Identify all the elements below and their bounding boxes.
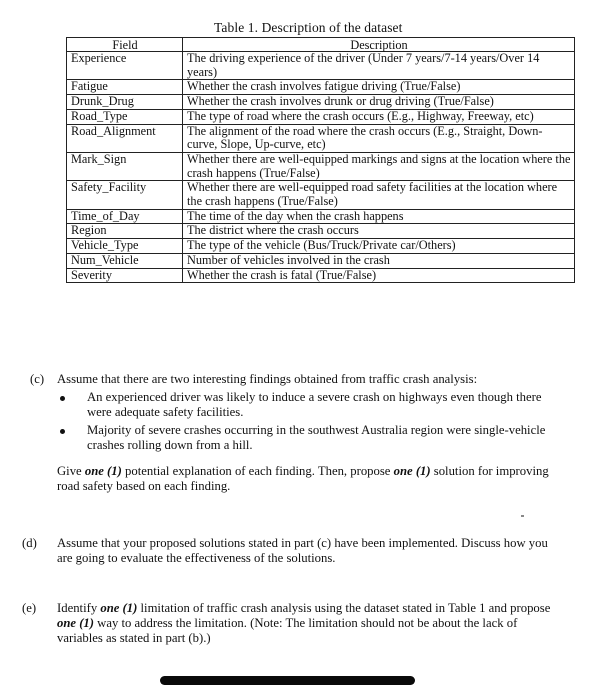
header-description: Description [183, 38, 575, 52]
dataset-table [66, 37, 575, 283]
question-e-label: (e) [22, 601, 37, 615]
description-cell: The type of the vehicle (Bus/Truck/Private car/Others) [183, 239, 575, 254]
question-c-intro: Assume that there are two interesting findings obtained from traffic crash analysis: [57, 372, 478, 386]
question-d-text: Assume that your proposed solutions stated in part (c) have been implemented. Discuss how you are going to evaluate the effectiveness of the solutions. [57, 536, 548, 565]
description-cell: Whether the crash involves fatigue driving (True/False) [183, 80, 575, 95]
table-row [67, 52, 575, 80]
field-cell: Fatigue [67, 80, 183, 95]
question-c-task: Give one (1) potential explanation of each finding. Then, propose one (1) solution for improving road safety based on each finding. [57, 464, 549, 493]
table-row [67, 181, 575, 209]
table-row [67, 239, 575, 254]
table-row [67, 124, 575, 152]
description-cell: Whether there are well-equipped markings and signs at the location where the crash happens (True/False) [183, 152, 575, 180]
description-cell: Whether the crash is fatal (True/False) [183, 268, 575, 283]
description-cell: The district where the crash occurs [183, 224, 575, 239]
description-cell: The driving experience of the driver (Under 7 years/7-14 years/Over 14 years) [183, 52, 575, 80]
field-cell: Region [67, 224, 183, 239]
field-cell: Vehicle_Type [67, 239, 183, 254]
field-cell: Safety_Facility [67, 181, 183, 209]
bullet-item [57, 423, 557, 453]
bullet-text: An experienced driver was likely to induce a severe crash on highways even though there were adequate safety facilities. [87, 390, 542, 419]
table-row [67, 152, 575, 180]
question-c-body [57, 372, 557, 494]
bullet-icon [60, 429, 65, 434]
field-cell: Num_Vehicle [67, 253, 183, 268]
table-row [67, 80, 575, 95]
question-c-label: (c) [30, 372, 45, 386]
header-field: Field [67, 38, 183, 52]
description-cell: Number of vehicles involved in the crash [183, 253, 575, 268]
table-row [67, 109, 575, 124]
question-d-label: (d) [22, 536, 37, 550]
table-row [67, 95, 575, 110]
field-cell: Drunk_Drug [67, 95, 183, 110]
field-cell: Time_of_Day [67, 209, 183, 224]
table-row [67, 268, 575, 283]
description-cell: Whether there are well-equipped road safety facilities at the location where the crash happens (True/False) [183, 181, 575, 209]
field-cell: Road_Type [67, 109, 183, 124]
field-cell: Mark_Sign [67, 152, 183, 180]
home-indicator[interactable] [160, 676, 415, 685]
field-cell: Severity [67, 268, 183, 283]
description-cell: Whether the crash involves drunk or drug driving (True/False) [183, 95, 575, 110]
bullet-text: Majority of severe crashes occurring in the southwest Australia region were single-vehicle crashes rolling down from a hill. [87, 423, 546, 452]
table-row [67, 209, 575, 224]
scan-speck [521, 515, 524, 517]
description-cell: The type of road where the crash occurs (E.g., Highway, Freeway, etc) [183, 109, 575, 124]
table-header-row [67, 38, 575, 52]
question-e-text: Identify one (1) limitation of traffic crash analysis using the dataset stated in Table 1 and propose one (1) way to address the limitation. (Note: The limitation should not be about the lack of variables as stated in part (b).) [57, 601, 551, 645]
field-cell: Experience [67, 52, 183, 80]
bullet-item [57, 390, 557, 420]
field-cell: Road_Alignment [67, 124, 183, 152]
table-caption: Table 1. Description of the dataset [214, 20, 403, 35]
bullet-icon [60, 396, 65, 401]
description-cell: The time of the day when the crash happens [183, 209, 575, 224]
table-row [67, 253, 575, 268]
table-row [67, 224, 575, 239]
description-cell: The alignment of the road where the crash occurs (E.g., Straight, Down-curve, Slope, Up-curve, etc) [183, 124, 575, 152]
